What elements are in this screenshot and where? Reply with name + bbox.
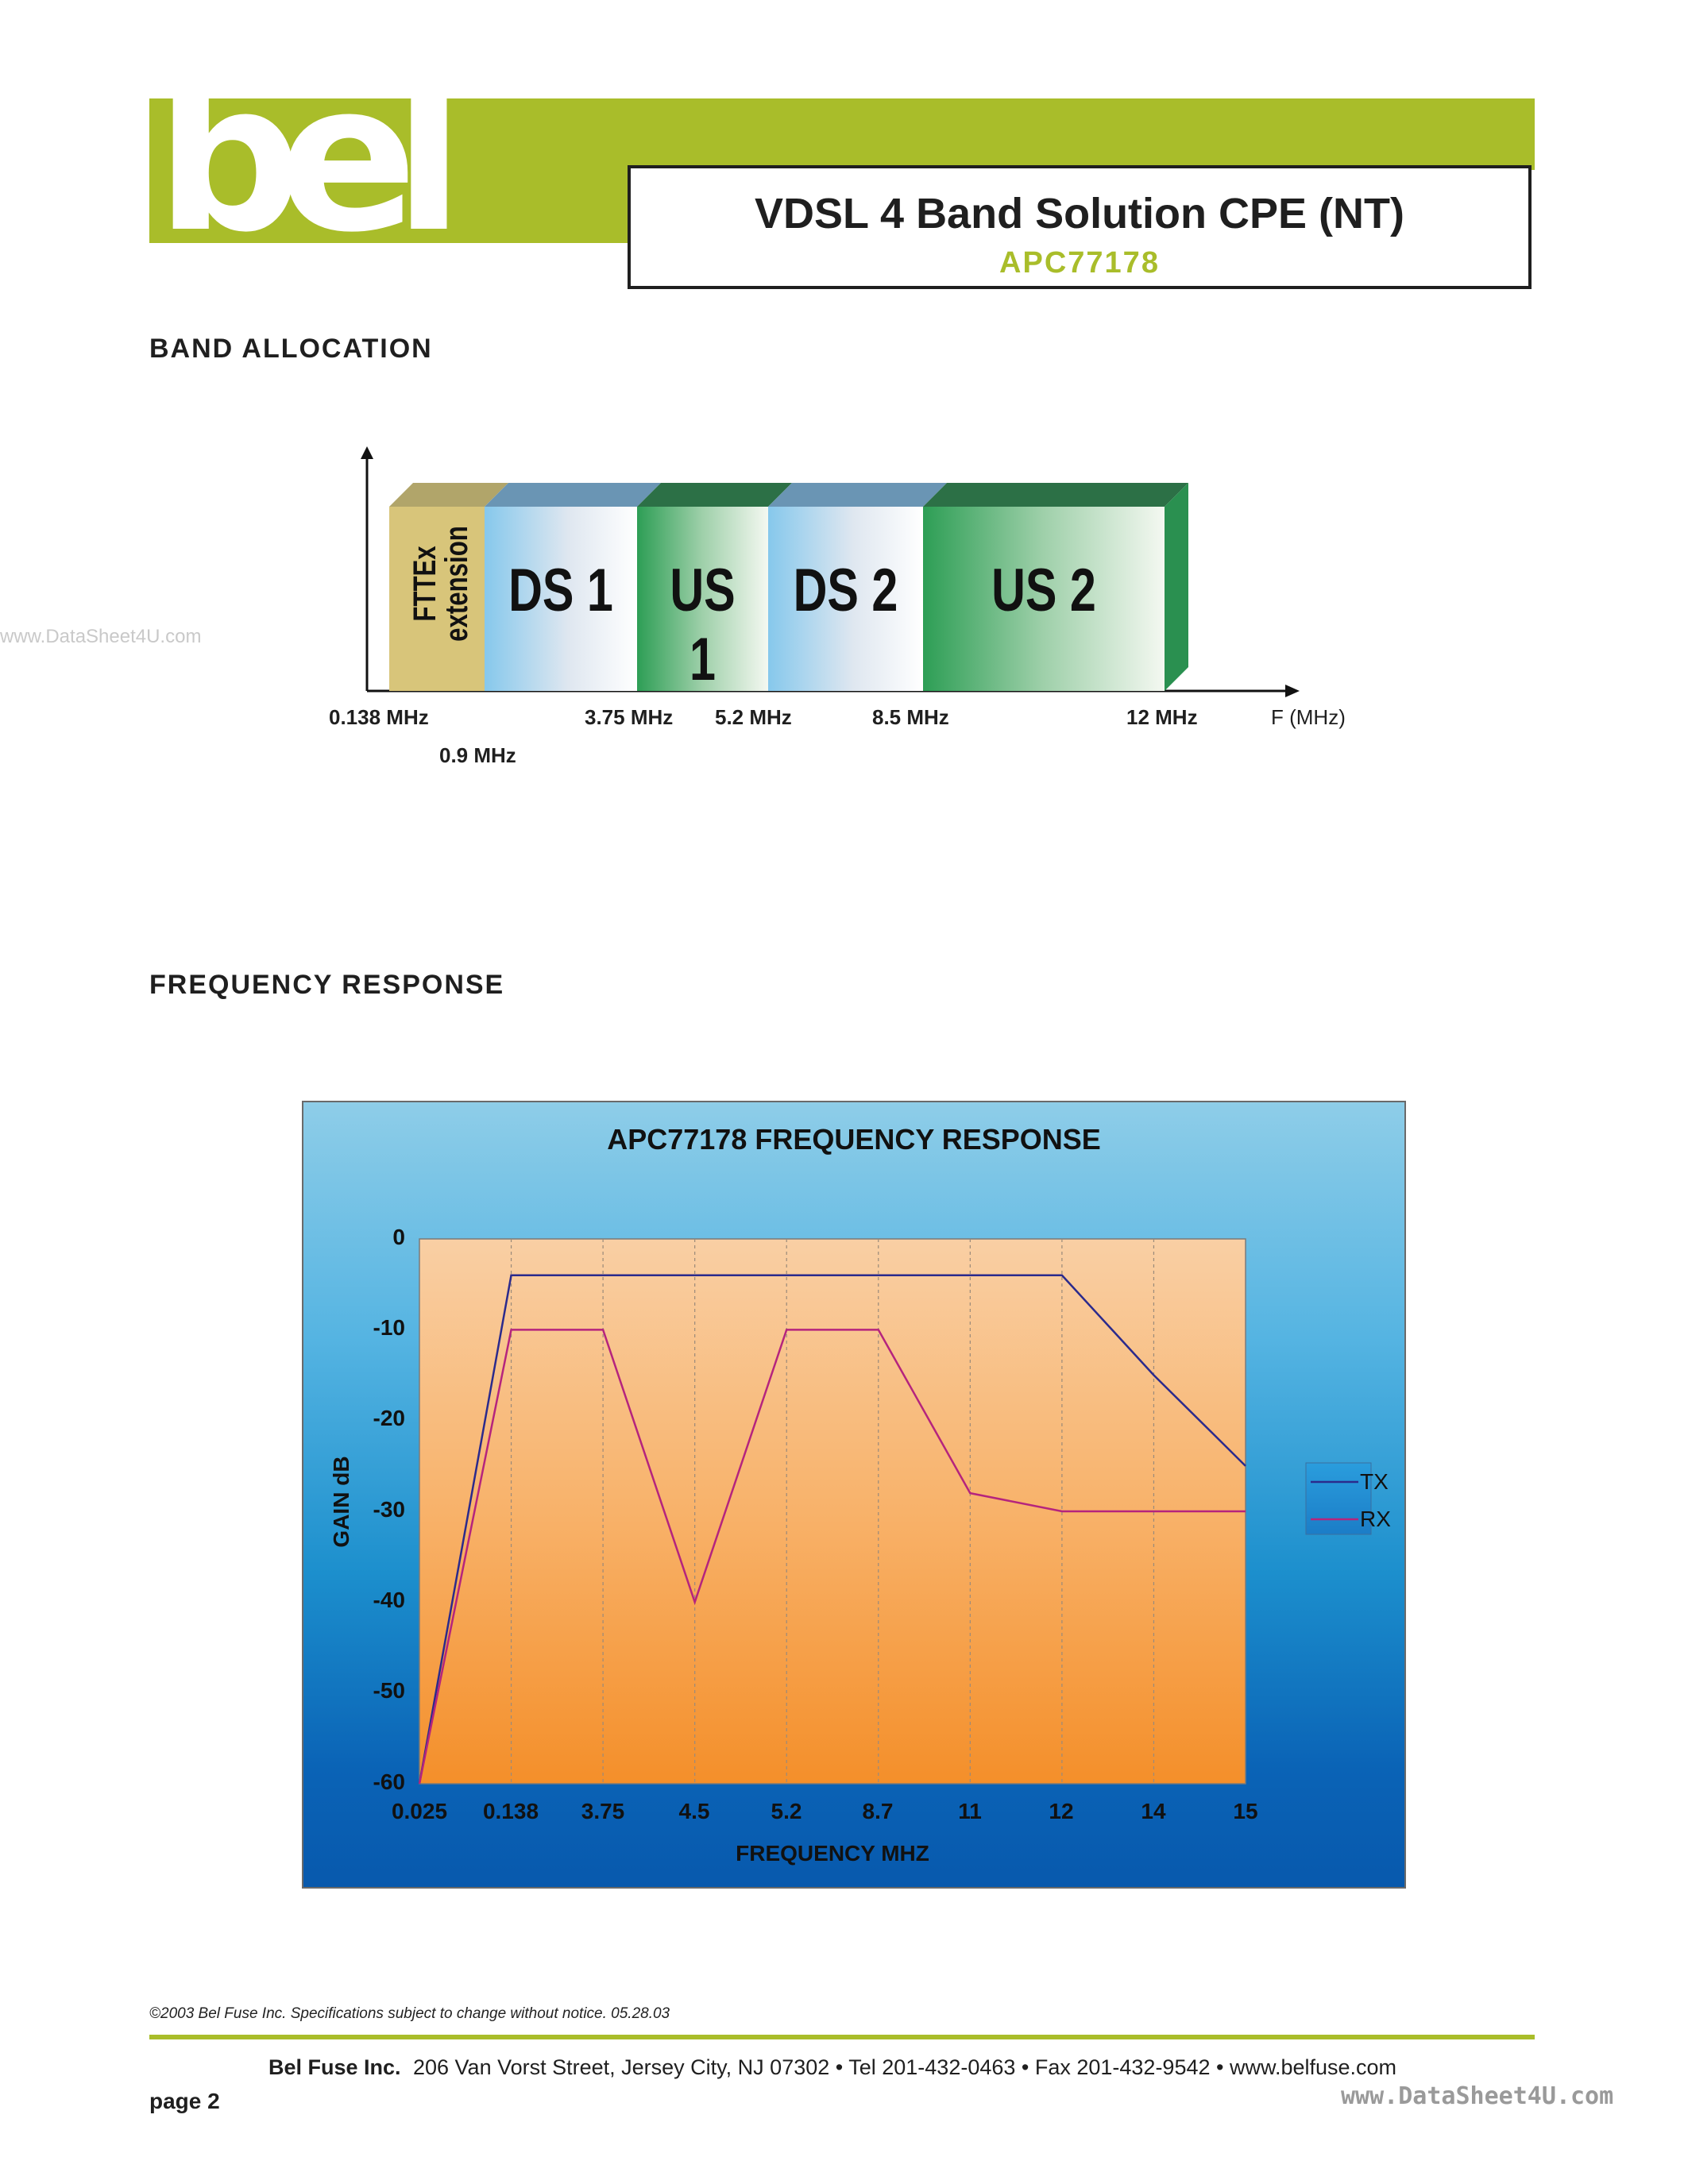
x-tick-label: 3.75 bbox=[581, 1799, 625, 1823]
band-allocation-heading: BAND ALLOCATION bbox=[149, 334, 433, 364]
y-tick-label: -60 bbox=[373, 1769, 405, 1794]
freq-label-09: 0.9 MHz bbox=[439, 743, 516, 767]
y-tick-label: 0 bbox=[392, 1225, 405, 1249]
x-tick-label: 0.025 bbox=[391, 1799, 448, 1823]
freq-label-0138: 0.138 MHz bbox=[329, 705, 429, 729]
band-top-us2 bbox=[923, 483, 1188, 507]
y-tick-label: -20 bbox=[373, 1406, 405, 1430]
legend-label-tx: TX bbox=[1360, 1469, 1389, 1494]
part-number: APC77178 bbox=[999, 246, 1160, 280]
x-tick-label: 11 bbox=[958, 1799, 982, 1823]
chart-title: APC77178 FREQUENCY RESPONSE bbox=[607, 1123, 1101, 1156]
x-tick-label: 15 bbox=[1233, 1799, 1258, 1823]
y-tick-label: -40 bbox=[373, 1588, 405, 1612]
legend-label-rx: RX bbox=[1360, 1507, 1391, 1531]
x-tick-label: 12 bbox=[1049, 1799, 1074, 1823]
y-axis-arrow bbox=[361, 446, 373, 459]
frequency-response-chart bbox=[302, 1101, 1406, 1889]
freq-label-52: 5.2 MHz bbox=[715, 705, 792, 729]
x-axis-title: FREQUENCY MHZ bbox=[736, 1841, 929, 1866]
watermark-right: www.DataSheet4U.com bbox=[1341, 2082, 1614, 2110]
y-tick-label: -10 bbox=[373, 1315, 405, 1340]
band-label-ds2: DS 2 bbox=[793, 557, 898, 624]
y-axis-title: GAIN dB bbox=[329, 1456, 353, 1548]
band-label-us2: US 2 bbox=[991, 557, 1096, 624]
freq-axis-label: F (MHz) bbox=[1271, 705, 1346, 729]
x-axis-arrow bbox=[1285, 685, 1300, 697]
page-number: page 2 bbox=[149, 2089, 220, 2113]
bel-logo: bel bbox=[156, 39, 441, 277]
band-label-ds1: DS 1 bbox=[508, 557, 613, 624]
band-side-us2 bbox=[1165, 483, 1188, 691]
band-label-us1: US 1 bbox=[670, 557, 736, 693]
band-top-ds1 bbox=[485, 483, 661, 507]
band-label-fttex: FTTEx extension bbox=[408, 526, 474, 642]
footer-address: 206 Van Vorst Street, Jersey City, NJ 07302 • Tel 201-432-0463 • Fax 201-432-9542 • www.belfuse.com bbox=[413, 2055, 1397, 2079]
frequency-response-heading: FREQUENCY RESPONSE bbox=[149, 970, 505, 1000]
document-title: VDSL 4 Band Solution CPE (NT) bbox=[754, 190, 1404, 237]
freq-label-12: 12 MHz bbox=[1126, 705, 1198, 729]
watermark-left: www.DataSheet4U.com bbox=[0, 626, 202, 647]
band-top-ds2 bbox=[768, 483, 947, 507]
x-tick-label: 0.138 bbox=[482, 1799, 539, 1823]
x-tick-label: 8.7 bbox=[862, 1799, 894, 1823]
x-tick-label: 5.2 bbox=[771, 1799, 802, 1823]
copyright-note: ©2003 Bel Fuse Inc. Specifications subject to change without notice. 05.28.03 bbox=[149, 2005, 670, 2022]
y-tick-label: -50 bbox=[373, 1678, 405, 1703]
freq-label-85: 8.5 MHz bbox=[872, 705, 949, 729]
x-tick-label: 14 bbox=[1141, 1799, 1166, 1823]
freq-label-375: 3.75 MHz bbox=[585, 705, 674, 729]
x-tick-label: 4.5 bbox=[678, 1799, 710, 1823]
y-tick-label: -30 bbox=[373, 1497, 405, 1522]
footer-company: Bel Fuse Inc. bbox=[268, 2055, 401, 2079]
band-top-us1 bbox=[637, 483, 792, 507]
footer-rule bbox=[149, 2035, 1535, 2039]
